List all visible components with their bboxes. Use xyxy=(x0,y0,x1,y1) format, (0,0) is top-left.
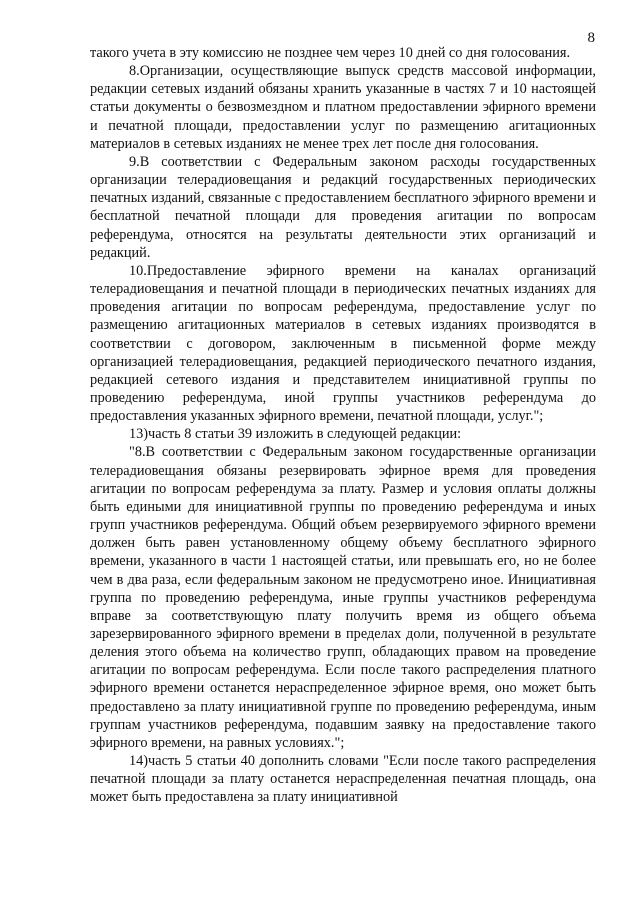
paragraph-part-9: 9.В соответствии с Федеральным законом расходы государственных организации телерадиовещания и редакций государственных периодических печатных изданий, связанные с предоставлением бесплатного эфирного времени и бесплатной печатной площади для проведения агитации по вопросам референдума, относятся на результаты деятельности этих организаций и редакций. xyxy=(90,153,596,261)
paragraph-part-8: 8.Организации, осуществляющие выпуск средств массовой информации, редакции сетевых изданий обязаны хранить указанные в частях 7 и 10 настоящей статьи документы о безвозмездном и платном предоставлении эфирного времени и печатной площади, предоставлении услуг по размещению агитационных материалов в сетевых изданиях не менее трех лет после дня голосования. xyxy=(90,63,596,152)
paragraph-quoted-part-8: "8.В соответствии с Федеральным законом государственные организации телерадиовещания обязаны резервировать эфирное время для проведения агитации по вопросам референдума за плату. Размер и условия оплаты должны быть едиными для инициативной группы по проведению референдума и иных групп участников референдума. Общий объем резервируемого эфирного времени должен быть равен установленному общему объему бесплатного эфирного времени, указанного в части 1 настоящей статьи, или превышать его, но не более чем в два раза, если федеральным законом не предусмотрено иное. Инициативная группа по проведению референдума, иные группы участников референдума вправе за соответствующую плату получить время из общего объема зарезервированного эфирного времени в пределах доли, полученной в результате деления этого объема на количество групп, обладающих правом на проведение агитации по вопросам референдума. Если после такого распределения платного эфирного времени останется нераспределенное эфирное время, оно может быть предоставлено за плату инициативной группе по проведению референдума, иным группам участников референдума, подавшим заявку на предоставление такого эфирного времени, на равных условиях."; xyxy=(90,444,596,751)
paragraph-item-14: 14)часть 5 статьи 40 дополнить словами "Если после такого распределения печатной площади за плату останется нераспределенная печатная площадь, она может быть предоставлена за плату инициативной xyxy=(90,753,596,806)
page-number: 8 xyxy=(587,30,595,46)
document-body xyxy=(90,44,596,807)
paragraph-part-10: 10.Предоставление эфирного времени на каналах организаций телерадиовещания и печатной площади в периодических печатных изданиях для проведения агитации по вопросам референдума, предоставление услуг по размещению агитационных материалов в сетевых изданиях производятся в соответствии с договором, заключенным в письменной форме между организацией телерадиовещания, редакцией периодического печатного издания, редакцией сетевого издания и представителем инициативной группы по проведению референдума, иной группы участников референдума до предоставления указанных эфирного времени, печатной площади, услуг."; xyxy=(90,262,596,425)
paragraph-item-13: 13)часть 8 статьи 39 изложить в следующей редакции: xyxy=(129,426,462,443)
paragraph-continuation: такого учета в эту комиссию не позднее чем через 10 дней со дня голосования. xyxy=(90,45,571,61)
